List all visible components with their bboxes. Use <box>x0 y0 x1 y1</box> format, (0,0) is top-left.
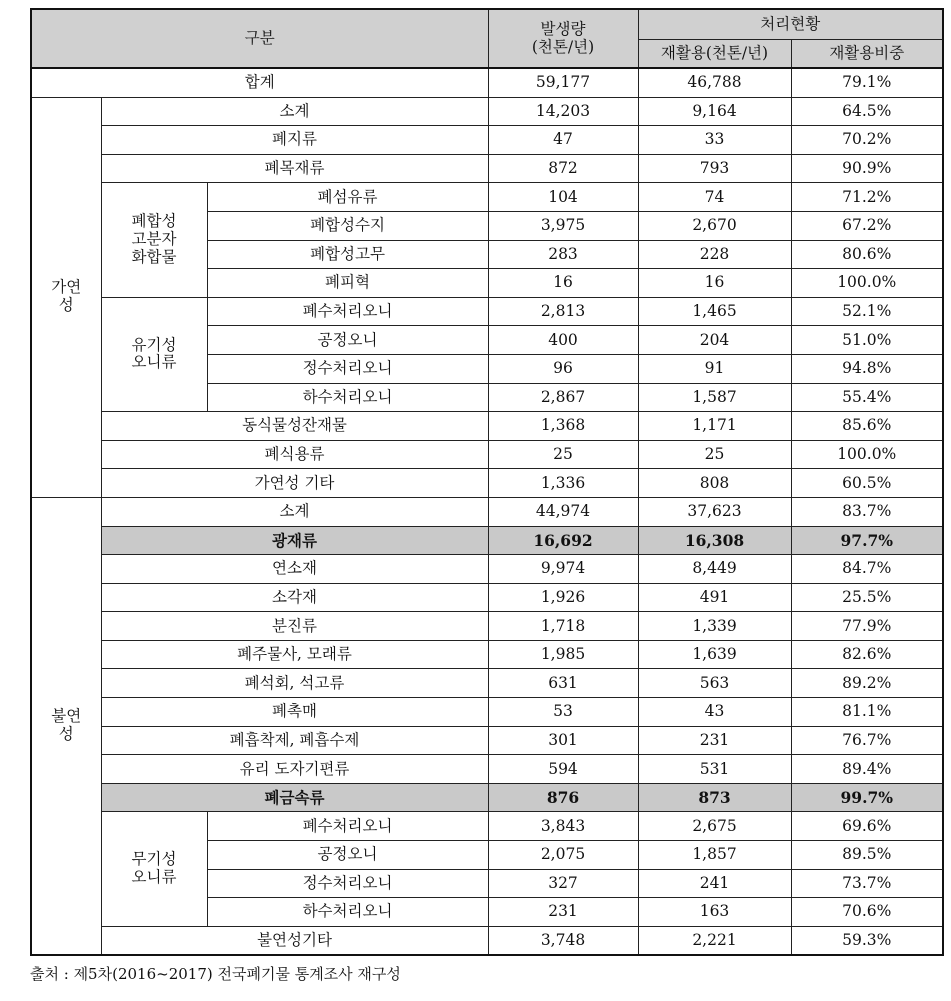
cell-generation: 231 <box>488 898 638 927</box>
cell-recycled: 1,465 <box>638 297 791 326</box>
row-label: 합계 <box>31 68 488 97</box>
cell-ratio: 79.1% <box>791 68 943 97</box>
waste-statistics-table <box>30 8 944 956</box>
cell-recycled: 9,164 <box>638 97 791 126</box>
cell-recycled: 2,670 <box>638 211 791 240</box>
group-combustible: 가연 성 <box>31 97 101 497</box>
cell-recycled: 808 <box>638 469 791 498</box>
cell-generation: 16 <box>488 269 638 298</box>
cell-generation: 2,813 <box>488 297 638 326</box>
cell-ratio: 99.7% <box>791 783 943 812</box>
cell-ratio: 89.5% <box>791 841 943 870</box>
cell-recycled: 1,639 <box>638 640 791 669</box>
row-label: 폐합성수지 <box>207 211 488 240</box>
cell-ratio: 89.4% <box>791 755 943 784</box>
row-label: 소각재 <box>101 583 488 612</box>
cell-recycled: 43 <box>638 698 791 727</box>
cell-generation: 327 <box>488 869 638 898</box>
cell-ratio: 52.1% <box>791 297 943 326</box>
row-label: 공정오니 <box>207 326 488 355</box>
row-label: 가연성 기타 <box>101 469 488 498</box>
table-row <box>31 726 943 755</box>
cell-ratio: 81.1% <box>791 698 943 727</box>
cell-generation: 1,336 <box>488 469 638 498</box>
table-row <box>31 440 943 469</box>
source-note: 출처 : 제5차(2016~2017) 전국폐기물 통계조사 재구성 <box>30 965 401 983</box>
cell-ratio: 64.5% <box>791 97 943 126</box>
row-label: 정수처리오니 <box>207 869 488 898</box>
cell-recycled: 231 <box>638 726 791 755</box>
table-row <box>31 926 943 955</box>
cell-generation: 872 <box>488 154 638 183</box>
cell-ratio: 67.2% <box>791 211 943 240</box>
cell-ratio: 51.0% <box>791 326 943 355</box>
cell-ratio: 89.2% <box>791 669 943 698</box>
cell-recycled: 2,221 <box>638 926 791 955</box>
header-recycled: 재활용(천톤/년) <box>638 40 791 69</box>
cell-generation: 2,867 <box>488 383 638 412</box>
cell-generation: 96 <box>488 354 638 383</box>
cell-ratio: 55.4% <box>791 383 943 412</box>
row-label: 폐촉매 <box>101 698 488 727</box>
cell-generation: 44,974 <box>488 497 638 526</box>
cell-ratio: 73.7% <box>791 869 943 898</box>
cell-recycled: 1,857 <box>638 841 791 870</box>
row-label: 공정오니 <box>207 841 488 870</box>
cell-ratio: 85.6% <box>791 412 943 441</box>
cell-recycled: 1,339 <box>638 612 791 641</box>
cell-generation: 631 <box>488 669 638 698</box>
cell-recycled: 531 <box>638 755 791 784</box>
cell-ratio: 80.6% <box>791 240 943 269</box>
cell-ratio: 97.7% <box>791 526 943 555</box>
row-label: 폐합성고무 <box>207 240 488 269</box>
row-label: 폐식용류 <box>101 440 488 469</box>
table-row <box>31 126 943 155</box>
table-row <box>31 97 943 126</box>
cell-ratio: 84.7% <box>791 555 943 584</box>
cell-ratio: 59.3% <box>791 926 943 955</box>
cell-ratio: 70.6% <box>791 898 943 927</box>
header-category: 구분 <box>31 9 488 68</box>
row-label: 폐피혁 <box>207 269 488 298</box>
cell-ratio: 70.2% <box>791 126 943 155</box>
cell-generation: 25 <box>488 440 638 469</box>
cell-generation: 3,975 <box>488 211 638 240</box>
table-row <box>31 183 943 212</box>
row-label: 동식물성잔재물 <box>101 412 488 441</box>
cell-generation: 2,075 <box>488 841 638 870</box>
row-label: 소계 <box>101 497 488 526</box>
subgroup-organic-sludge: 유기성 오니류 <box>101 297 207 411</box>
cell-ratio: 90.9% <box>791 154 943 183</box>
cell-ratio: 60.5% <box>791 469 943 498</box>
table-row-highlighted <box>31 783 943 812</box>
cell-recycled: 1,587 <box>638 383 791 412</box>
row-label: 유리 도자기편류 <box>101 755 488 784</box>
table-row <box>31 669 943 698</box>
table-row <box>31 612 943 641</box>
table-row-highlighted <box>31 526 943 555</box>
header-treatment: 처리현황 <box>638 9 943 40</box>
cell-ratio: 100.0% <box>791 440 943 469</box>
cell-ratio: 25.5% <box>791 583 943 612</box>
document <box>30 8 942 956</box>
table-row <box>31 698 943 727</box>
row-label: 폐흡착제, 폐흡수제 <box>101 726 488 755</box>
row-label: 정수처리오니 <box>207 354 488 383</box>
table-row <box>31 469 943 498</box>
cell-generation: 301 <box>488 726 638 755</box>
cell-generation: 876 <box>488 783 638 812</box>
cell-ratio: 100.0% <box>791 269 943 298</box>
cell-generation: 283 <box>488 240 638 269</box>
cell-ratio: 82.6% <box>791 640 943 669</box>
cell-ratio: 94.8% <box>791 354 943 383</box>
table-row <box>31 755 943 784</box>
cell-recycled: 8,449 <box>638 555 791 584</box>
cell-recycled: 491 <box>638 583 791 612</box>
cell-recycled: 204 <box>638 326 791 355</box>
group-noncombustible: 불연 성 <box>31 497 101 955</box>
cell-recycled: 873 <box>638 783 791 812</box>
cell-generation: 9,974 <box>488 555 638 584</box>
cell-generation: 47 <box>488 126 638 155</box>
cell-recycled: 1,171 <box>638 412 791 441</box>
subgroup-inorganic-sludge: 무기성 오니류 <box>101 812 207 926</box>
row-label: 연소재 <box>101 555 488 584</box>
cell-recycled: 46,788 <box>638 68 791 97</box>
table-row <box>31 640 943 669</box>
cell-recycled: 228 <box>638 240 791 269</box>
cell-generation: 1,718 <box>488 612 638 641</box>
cell-generation: 14,203 <box>488 97 638 126</box>
cell-generation: 1,368 <box>488 412 638 441</box>
cell-generation: 1,926 <box>488 583 638 612</box>
cell-generation: 59,177 <box>488 68 638 97</box>
cell-recycled: 91 <box>638 354 791 383</box>
row-label: 폐지류 <box>101 126 488 155</box>
cell-generation: 16,692 <box>488 526 638 555</box>
cell-generation: 594 <box>488 755 638 784</box>
cell-generation: 400 <box>488 326 638 355</box>
cell-generation: 3,748 <box>488 926 638 955</box>
header-ratio: 재활용비중 <box>791 40 943 69</box>
cell-recycled: 37,623 <box>638 497 791 526</box>
cell-recycled: 25 <box>638 440 791 469</box>
row-label: 소계 <box>101 97 488 126</box>
cell-generation: 53 <box>488 698 638 727</box>
cell-ratio: 83.7% <box>791 497 943 526</box>
row-label: 폐수처리오니 <box>207 812 488 841</box>
cell-ratio: 69.6% <box>791 812 943 841</box>
table-row <box>31 297 943 326</box>
header-generation: 발생량 (천톤/년) <box>488 9 638 68</box>
row-label: 폐주물사, 모래류 <box>101 640 488 669</box>
cell-recycled: 2,675 <box>638 812 791 841</box>
row-label: 폐섬유류 <box>207 183 488 212</box>
cell-recycled: 74 <box>638 183 791 212</box>
table-row <box>31 812 943 841</box>
row-label: 분진류 <box>101 612 488 641</box>
table-row-total <box>31 68 943 97</box>
row-label: 하수처리오니 <box>207 898 488 927</box>
row-label: 불연성기타 <box>101 926 488 955</box>
cell-recycled: 16 <box>638 269 791 298</box>
subgroup-polymer: 폐합성 고분자 화합물 <box>101 183 207 297</box>
row-label: 폐수처리오니 <box>207 297 488 326</box>
cell-recycled: 241 <box>638 869 791 898</box>
cell-recycled: 563 <box>638 669 791 698</box>
cell-recycled: 163 <box>638 898 791 927</box>
table-row <box>31 497 943 526</box>
cell-generation: 3,843 <box>488 812 638 841</box>
table-row <box>31 555 943 584</box>
cell-generation: 104 <box>488 183 638 212</box>
table-row <box>31 412 943 441</box>
cell-recycled: 33 <box>638 126 791 155</box>
row-label: 폐석회, 석고류 <box>101 669 488 698</box>
row-label: 하수처리오니 <box>207 383 488 412</box>
cell-ratio: 76.7% <box>791 726 943 755</box>
row-label: 폐금속류 <box>101 783 488 812</box>
cell-ratio: 71.2% <box>791 183 943 212</box>
cell-recycled: 793 <box>638 154 791 183</box>
cell-generation: 1,985 <box>488 640 638 669</box>
table-row <box>31 583 943 612</box>
table-row <box>31 154 943 183</box>
cell-recycled: 16,308 <box>638 526 791 555</box>
row-label: 광재류 <box>101 526 488 555</box>
cell-ratio: 77.9% <box>791 612 943 641</box>
row-label: 폐목재류 <box>101 154 488 183</box>
